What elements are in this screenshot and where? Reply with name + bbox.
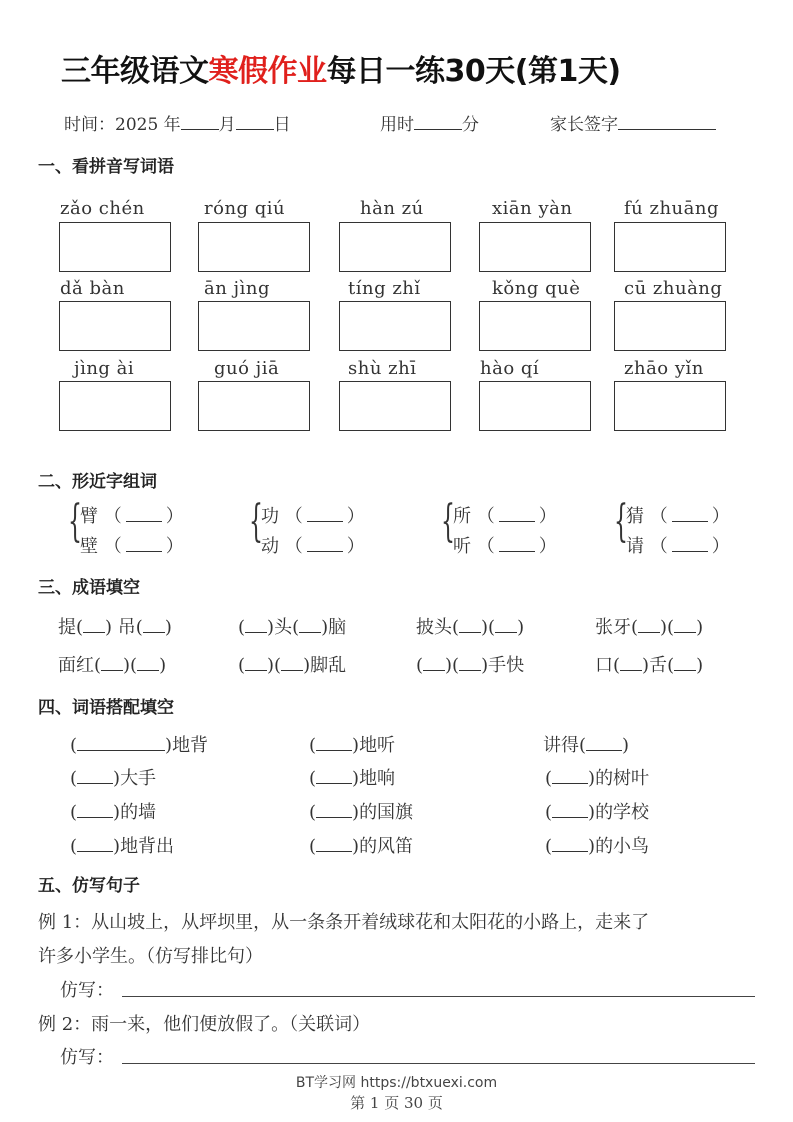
collocation-item: ( )的小鸟 bbox=[545, 836, 650, 857]
pinyin-label: shù zhī bbox=[348, 358, 417, 379]
char-item bbox=[453, 502, 557, 532]
idiom-text: 舌 bbox=[649, 655, 668, 676]
char: 壁 bbox=[80, 536, 98, 557]
idiom-item: 提( ) 吊( ) bbox=[58, 617, 172, 638]
footer-site: BT学习网 https://btxuexi.com bbox=[295, 1075, 498, 1091]
answer-blank[interactable] bbox=[499, 504, 535, 522]
paren: ） bbox=[711, 536, 730, 557]
collocation-item: 讲得( ) bbox=[543, 735, 630, 756]
collocation-text: 的学校 bbox=[595, 802, 650, 823]
idiom-item: 张牙( )( ) bbox=[595, 617, 704, 638]
idiom-blank[interactable] bbox=[459, 616, 481, 633]
idiom-blank[interactable] bbox=[638, 616, 660, 633]
parent-sign-label: 家长签字 bbox=[550, 115, 618, 135]
parent-sign-blank[interactable] bbox=[618, 114, 716, 130]
idiom-blank[interactable] bbox=[459, 654, 481, 671]
char-item bbox=[80, 532, 184, 562]
idiom-blank[interactable] bbox=[674, 616, 696, 633]
pinyin-label: guó jiā bbox=[214, 358, 280, 379]
collocation-text: 的风笛 bbox=[359, 836, 414, 857]
paren: （ bbox=[284, 536, 303, 557]
pinyin-label: róng qiú bbox=[204, 198, 286, 219]
pinyin-label: hào qí bbox=[480, 358, 540, 379]
idiom-text: 张牙 bbox=[595, 617, 631, 638]
paren: （ bbox=[103, 506, 122, 527]
answer-line-2[interactable] bbox=[122, 1063, 755, 1064]
idiom-text: 脚乱 bbox=[310, 655, 347, 676]
brace-icon: { bbox=[249, 496, 263, 547]
pinyin-label: zhāo yǐn bbox=[624, 358, 704, 379]
title-part1: 三年级语文 bbox=[61, 54, 209, 89]
paren: （ bbox=[649, 506, 668, 527]
imitate-label: 仿写： bbox=[60, 1047, 114, 1068]
pinyin-label: xiān yàn bbox=[492, 198, 573, 219]
example2: 例 2：雨一来，他们便放假了。（关联词） bbox=[38, 1014, 371, 1035]
idiom-blank[interactable] bbox=[620, 654, 642, 671]
collocation-item: ( )的风笛 bbox=[309, 836, 414, 857]
day-label: 日 bbox=[273, 115, 291, 135]
idiom-item: 披头( )( ) bbox=[416, 617, 525, 638]
section2-heading: 二、形近字组词 bbox=[38, 472, 157, 492]
collocation-blank[interactable] bbox=[77, 734, 165, 751]
collocation-blank[interactable] bbox=[77, 767, 113, 784]
answer-blank[interactable] bbox=[307, 534, 343, 552]
section1-heading: 一、看拼音写词语 bbox=[38, 157, 174, 177]
collocation-item: ( )大手 bbox=[70, 768, 157, 789]
paren: （ bbox=[284, 506, 303, 527]
month-label: 月 bbox=[218, 115, 236, 135]
idiom-blank[interactable] bbox=[101, 654, 123, 671]
answer-box[interactable] bbox=[198, 301, 310, 351]
example1-line1: 例 1：从山坡上，从坪坝里，从一条条开着绒球花和太阳花的小路上，走来了 bbox=[38, 912, 650, 933]
duration-blank[interactable] bbox=[414, 114, 462, 130]
idiom-blank[interactable] bbox=[245, 616, 267, 633]
char: 猜 bbox=[626, 506, 644, 527]
pinyin-label: cū zhuàng bbox=[624, 278, 723, 299]
idiom-blank[interactable] bbox=[674, 654, 696, 671]
char: 请 bbox=[626, 536, 644, 557]
idiom-text: 吊 bbox=[117, 617, 136, 638]
answer-box[interactable] bbox=[198, 222, 310, 272]
paren: （ bbox=[476, 506, 495, 527]
answer-box[interactable] bbox=[198, 381, 310, 431]
pinyin-label: fú zhuāng bbox=[624, 198, 719, 219]
collocation-item: ( )的墙 bbox=[70, 802, 157, 823]
pinyin-label: kǒng què bbox=[492, 278, 581, 299]
collocation-text: 地背 bbox=[172, 735, 209, 756]
collocation-blank[interactable] bbox=[77, 835, 113, 852]
brace-icon: { bbox=[68, 496, 82, 547]
idiom-item: 口( )舌( ) bbox=[595, 655, 704, 676]
answer-box[interactable] bbox=[479, 301, 591, 351]
collocation-blank[interactable] bbox=[586, 734, 622, 751]
imitate-label: 仿写： bbox=[60, 980, 114, 1001]
pinyin-label: hàn zú bbox=[360, 198, 424, 219]
collocation-item: ( )地听 bbox=[309, 735, 396, 756]
collocation-blank[interactable] bbox=[552, 767, 588, 784]
char-item bbox=[453, 532, 557, 562]
answer-box[interactable] bbox=[614, 381, 726, 431]
paren: ） bbox=[165, 506, 184, 527]
collocation-text: 的国旗 bbox=[359, 802, 414, 823]
idiom-blank[interactable] bbox=[143, 616, 165, 633]
collocation-text: 地响 bbox=[359, 768, 396, 789]
idiom-text: 面红 bbox=[58, 655, 94, 676]
pinyin-label: ān jìng bbox=[204, 278, 270, 299]
time-label: 时间：2025 年 bbox=[64, 115, 181, 135]
answer-box[interactable] bbox=[614, 301, 726, 351]
example1-line2: 许多小学生。（仿写排比句） bbox=[38, 946, 263, 967]
paren: ） bbox=[538, 536, 557, 557]
collocation-text: 讲得 bbox=[543, 735, 579, 756]
section4-heading: 四、词语搭配填空 bbox=[38, 698, 174, 718]
footer-page-number: 第 1 页 30 页 bbox=[350, 1094, 443, 1112]
idiom-text: 提 bbox=[58, 617, 76, 638]
idiom-text: 脑 bbox=[328, 617, 347, 638]
minute-label: 分 bbox=[462, 115, 479, 135]
answer-blank[interactable] bbox=[672, 504, 708, 522]
brace-icon: { bbox=[614, 496, 628, 547]
answer-box[interactable] bbox=[59, 222, 171, 272]
pinyin-label: zǎo chén bbox=[60, 198, 145, 219]
idiom-blank[interactable] bbox=[299, 616, 321, 633]
idiom-blank[interactable] bbox=[495, 616, 517, 633]
collocation-item: ( )地背 bbox=[70, 735, 209, 756]
section3-heading: 三、成语填空 bbox=[38, 578, 140, 598]
duration-field bbox=[380, 110, 479, 135]
answer-line-1[interactable] bbox=[122, 996, 755, 997]
pinyin-label: tíng zhǐ bbox=[348, 278, 421, 299]
answer-box[interactable] bbox=[339, 301, 451, 351]
collocation-blank[interactable] bbox=[77, 801, 113, 818]
paren: （ bbox=[649, 536, 668, 557]
idiom-text: 头 bbox=[274, 617, 293, 638]
collocation-blank[interactable] bbox=[316, 767, 352, 784]
char-item bbox=[626, 502, 730, 532]
answer-box[interactable] bbox=[479, 222, 591, 272]
answer-blank[interactable] bbox=[126, 534, 162, 552]
idiom-blank[interactable] bbox=[423, 654, 445, 671]
paren: （ bbox=[476, 536, 495, 557]
collocation-blank[interactable] bbox=[552, 835, 588, 852]
idiom-item: ( )( )脚乱 bbox=[238, 655, 347, 676]
idiom-blank[interactable] bbox=[245, 654, 267, 671]
title-highlight: 寒假作业 bbox=[208, 54, 327, 89]
collocation-blank[interactable] bbox=[316, 734, 352, 751]
paren: ） bbox=[538, 506, 557, 527]
collocation-item: ( )地背出 bbox=[70, 836, 175, 857]
collocation-text: 地背出 bbox=[120, 836, 175, 857]
answer-blank[interactable] bbox=[307, 504, 343, 522]
idiom-text: 口 bbox=[595, 655, 613, 676]
answer-blank[interactable] bbox=[126, 504, 162, 522]
answer-box[interactable] bbox=[59, 301, 171, 351]
collocation-item: ( )的国旗 bbox=[309, 802, 414, 823]
collocation-text: 的墙 bbox=[120, 802, 157, 823]
month-blank[interactable] bbox=[181, 114, 219, 130]
idiom-item: 面红( )( ) bbox=[58, 655, 167, 676]
paren: ） bbox=[346, 536, 365, 557]
char: 功 bbox=[261, 506, 279, 527]
collocation-blank[interactable] bbox=[316, 835, 352, 852]
collocation-text: 的树叶 bbox=[595, 768, 650, 789]
collocation-text: 大手 bbox=[120, 768, 157, 789]
collocation-item: ( )的树叶 bbox=[545, 768, 650, 789]
idiom-text: 手快 bbox=[488, 655, 525, 676]
collocation-text: 地听 bbox=[359, 735, 396, 756]
section5-heading: 五、仿写句子 bbox=[38, 876, 140, 896]
answer-box[interactable] bbox=[479, 381, 591, 431]
char-item bbox=[261, 502, 365, 532]
idiom-blank[interactable] bbox=[281, 654, 303, 671]
answer-blank[interactable] bbox=[499, 534, 535, 552]
answer-box[interactable] bbox=[339, 381, 451, 431]
idiom-text: 披头 bbox=[416, 617, 452, 638]
answer-blank[interactable] bbox=[672, 534, 708, 552]
duration-label: 用时 bbox=[380, 115, 414, 135]
parent-sign-field bbox=[550, 110, 716, 135]
collocation-text: 的小鸟 bbox=[595, 836, 650, 857]
day-blank[interactable] bbox=[236, 114, 274, 130]
idiom-blank[interactable] bbox=[137, 654, 159, 671]
char-item bbox=[261, 532, 365, 562]
collocation-item: ( )地响 bbox=[309, 768, 396, 789]
date-field bbox=[64, 110, 291, 135]
title-part2: 每日一练30天(第1天) bbox=[326, 54, 621, 89]
idiom-blank[interactable] bbox=[83, 616, 105, 633]
answer-box[interactable] bbox=[339, 222, 451, 272]
idiom-item: ( )头( )脑 bbox=[238, 617, 347, 638]
answer-box[interactable] bbox=[59, 381, 171, 431]
paren: ） bbox=[711, 506, 730, 527]
page-title bbox=[61, 46, 621, 90]
char: 臂 bbox=[80, 506, 98, 527]
collocation-blank[interactable] bbox=[316, 801, 352, 818]
paren: （ bbox=[103, 536, 122, 557]
pinyin-label: jìng ài bbox=[74, 358, 135, 379]
paren: ） bbox=[346, 506, 365, 527]
collocation-blank[interactable] bbox=[552, 801, 588, 818]
answer-box[interactable] bbox=[614, 222, 726, 272]
char: 听 bbox=[453, 536, 471, 557]
idiom-item: ( )( )手快 bbox=[416, 655, 525, 676]
char-item bbox=[80, 502, 184, 532]
collocation-item: ( )的学校 bbox=[545, 802, 650, 823]
paren: ） bbox=[165, 536, 184, 557]
char: 动 bbox=[261, 536, 279, 557]
char-item bbox=[626, 532, 730, 562]
char: 所 bbox=[453, 506, 471, 527]
brace-icon: { bbox=[441, 496, 455, 547]
pinyin-label: dǎ bàn bbox=[60, 278, 125, 299]
